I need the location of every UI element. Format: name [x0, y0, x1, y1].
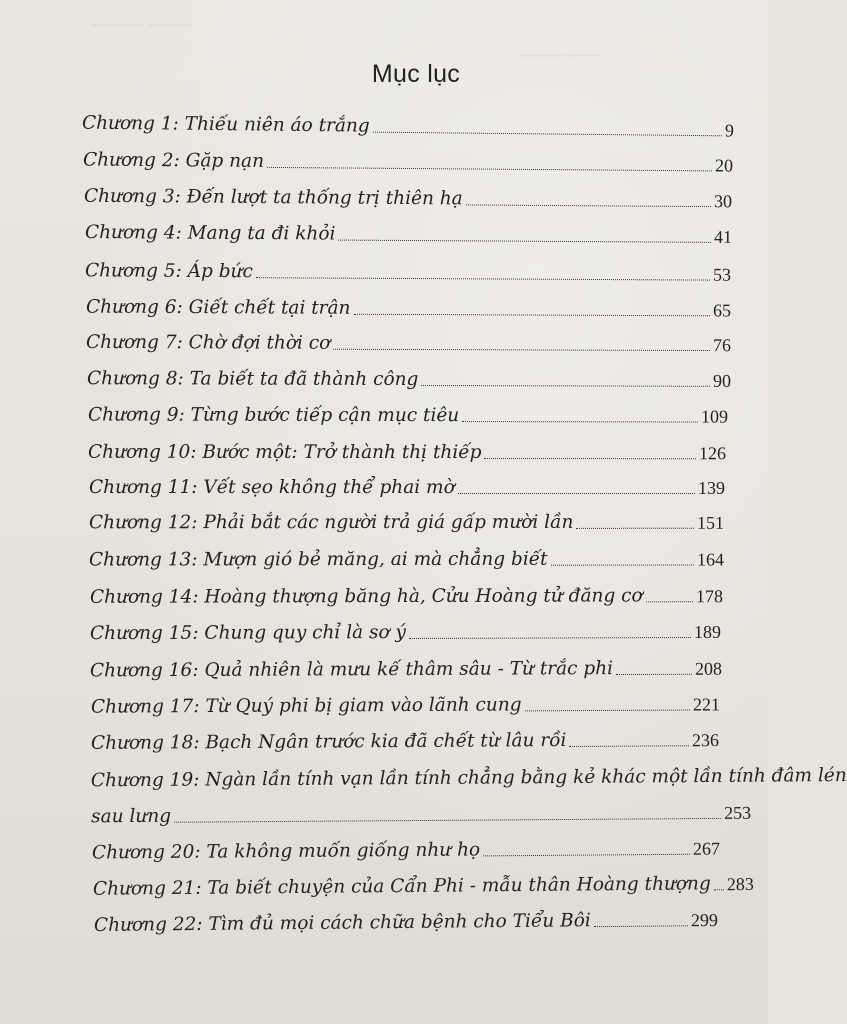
bleed-through-text: ▁▁▁▁ ▁▁▁▁▁ — [90, 10, 191, 26]
toc-entry — [91, 729, 719, 755]
toc-entry — [90, 621, 721, 645]
page-number: 189 — [693, 621, 722, 642]
page-number: 20 — [714, 155, 734, 176]
bleed-through-text: ▁▁▁ ▁▁▁▁ — [520, 40, 600, 56]
dot-leader — [569, 745, 689, 747]
chapter-title: Chương 5: Áp bức — [84, 260, 253, 283]
page-number: 178 — [695, 586, 724, 607]
toc-entry — [89, 512, 724, 535]
page-number: 9 — [724, 120, 735, 141]
page-number: 267 — [692, 838, 721, 859]
dot-leader — [338, 240, 711, 243]
dot-leader — [483, 854, 690, 857]
toc-entry — [84, 186, 732, 213]
chapter-title: Chương 13: Mượn gió bẻ măng, ai mà chẳng biết — [88, 548, 548, 571]
chapter-title: Chương 12: Phải bắt các người trả giá gấp mười lần — [88, 511, 574, 534]
chapter-title: Chương 4: Mang ta đi khỏi — [84, 222, 336, 245]
dot-leader — [174, 818, 721, 823]
page-number: 109 — [700, 406, 729, 427]
dot-leader — [353, 314, 710, 317]
chapter-title: Chương 17: Từ Quý phi bị giam vào lãnh cung — [90, 694, 522, 718]
dot-leader — [462, 421, 698, 422]
dot-leader — [373, 132, 722, 137]
toc-entry — [90, 765, 847, 829]
chapter-title: Chương 18: Bạch Ngân trước kia đã chết từ lâu rồi — [90, 730, 567, 754]
page-number: 65 — [712, 300, 732, 321]
page-number: 126 — [698, 443, 727, 464]
page-number: 139 — [698, 478, 725, 498]
page-number: 30 — [713, 191, 733, 212]
toc-entry — [90, 658, 722, 683]
chapter-title: Chương 8: Ta biết ta đã thành công — [86, 368, 419, 391]
page-number: 283 — [726, 873, 754, 895]
dot-leader — [646, 601, 693, 602]
page-number: 299 — [690, 910, 719, 931]
page-number: 76 — [712, 335, 732, 356]
toc-entry — [87, 368, 731, 392]
page-number: 236 — [691, 730, 720, 751]
toc-entry — [83, 149, 733, 176]
dot-leader — [466, 204, 711, 207]
toc-entry — [85, 260, 731, 285]
toc-entry — [88, 404, 728, 427]
toc-entry — [88, 442, 726, 465]
toc-entry — [86, 332, 731, 356]
page-number: 90 — [712, 370, 732, 391]
chapter-title: Chương 7: Chờ đợi thời cơ — [85, 331, 331, 354]
page-number: 53 — [712, 264, 732, 285]
chapter-title: Chương 1: Thiếu niên áo trắng — [81, 112, 370, 137]
toc-entry — [90, 585, 723, 609]
dot-leader — [409, 637, 691, 639]
toc-entry — [91, 693, 720, 718]
toc-entry — [94, 909, 718, 937]
dot-leader — [267, 167, 712, 171]
toc-entry — [82, 113, 734, 142]
toc-entry — [85, 222, 732, 248]
dot-leader — [576, 528, 694, 529]
toc-entry — [89, 477, 725, 499]
chapter-title: Chương 9: Từng bước tiếp cận mục tiêu — [87, 404, 460, 427]
dot-leader — [458, 493, 695, 494]
dot-leader — [525, 710, 690, 712]
chapter-title: Chương 21: Ta biết chuyện của Cẩn Phi - mẫu thân Hoàng thượng — [92, 873, 711, 900]
chapter-title: Chương 10: Bước một: Trở thành thị thiếp — [87, 441, 482, 464]
chapter-title: Chương 14: Hoàng thượng băng hà, Cửu Hoàng tử đăng cơ — [89, 585, 643, 608]
toc-entry — [89, 548, 724, 571]
dot-leader — [333, 349, 710, 351]
toc-entry-continuation — [91, 802, 751, 829]
chapter-title-continuation: sau lưng — [91, 805, 172, 828]
chapter-title: Chương 2: Gặp nạn — [82, 149, 265, 172]
toc-entry — [92, 838, 720, 865]
dot-leader — [421, 385, 710, 387]
dot-leader — [551, 564, 694, 565]
page-number: 151 — [696, 512, 725, 533]
chapter-title: Chương 6: Giết chết tại trận — [85, 296, 351, 319]
chapter-title: Chương 11: Vết sẹo không thể phai mờ — [89, 477, 455, 498]
chapter-title: Chương 15: Chung quy chỉ là sơ ý — [89, 621, 407, 645]
dot-leader — [594, 925, 688, 927]
dot-leader — [714, 889, 724, 890]
chapter-title: Chương 3: Đến lượt ta thống trị thiên hạ — [83, 185, 463, 210]
dot-leader — [616, 674, 692, 675]
chapter-title: Chương 16: Quả nhiên là mưu kế thâm sâu - Từ trắc phi — [89, 658, 614, 682]
toc-entry — [92, 873, 754, 900]
chapter-title: Chương 22: Tìm đủ mọi cách chữa bệnh cho Tiểu Bôi — [93, 910, 591, 936]
page-title: Mục lục — [371, 60, 461, 88]
page-number: 253 — [724, 802, 752, 823]
page-number: 208 — [694, 658, 723, 679]
page-number: 164 — [696, 549, 725, 570]
page-number: 41 — [713, 226, 733, 247]
toc-entry — [86, 297, 731, 322]
dot-leader — [256, 277, 710, 280]
dot-leader — [484, 458, 696, 459]
chapter-title: Chương 20: Ta không muốn giống như họ — [91, 839, 481, 864]
chapter-title: Chương 19: Ngàn lần tính vạn lần tính chẳng bằng kẻ khác một lần tính đâm lén — [90, 765, 847, 792]
page-number: 221 — [692, 694, 721, 715]
